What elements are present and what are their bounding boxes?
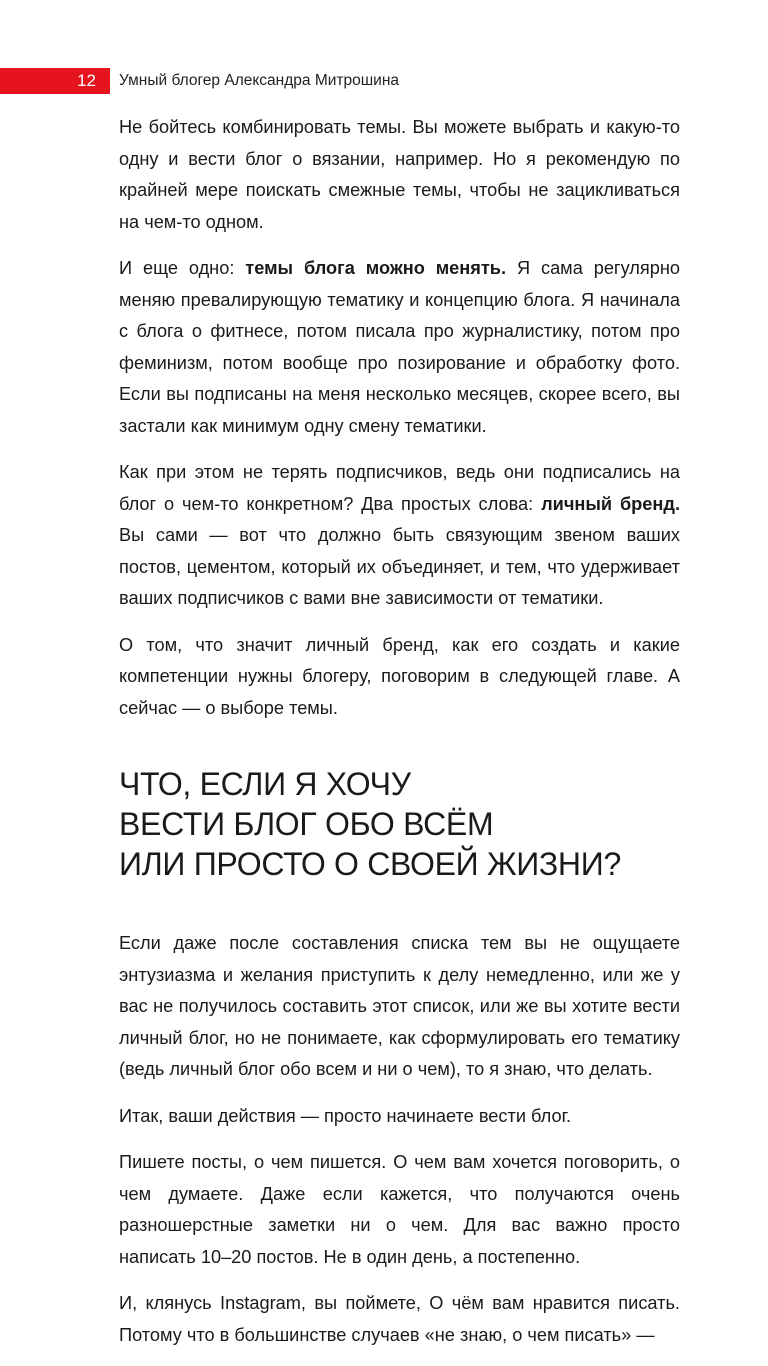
page-body xyxy=(119,112,680,1366)
paragraph-text: И еще одно: xyxy=(119,258,246,278)
page-header xyxy=(0,68,768,94)
emphasis-text: темы блога можно менять. xyxy=(245,258,507,278)
paragraph-text: Как при этом не терять подписчиков, ведь они подписались на блог о чем-то конкретном? Два простых слова: xyxy=(119,462,680,514)
paragraph: И, клянусь Instagram, вы поймете, О чём вам нравится писать. Потому что в большинстве случаев «не знаю, о чем писать» — xyxy=(119,1293,680,1345)
paragraph-text: Вы сами — вот что должно быть связующим звеном ваших постов, цементом, который их объединяет, и тем, что удерживает ваших подписчиков с вами вне зависимости от тематики. xyxy=(119,525,680,608)
paragraph: Итак, ваши действия — просто начинаете вести блог. xyxy=(119,1105,572,1126)
paragraph: Если даже после составления списка тем вы не ощущаете энтузиазма и желания приступить к делу немедленно, или же у вас не получилось составить этот список, или же вы хотите вести личный блог, но не понимаете, как сформулировать его тематику (ведь личный блог обо всем и ни о чем), то я знаю, что делать. xyxy=(119,933,680,1079)
paragraph-text: Я сама регулярно меняю превалирующую тематику и концепцию блога. Я начинала с блога о фитнесе, потом писала про журналистику, потом про феминизм, потом вообще про позирование и обработку фото. Если вы подписаны на меня несколько месяцев, скорее всего, вы застали как минимум одну смену тематики. xyxy=(119,258,680,436)
section-heading-line: ЧТО, ЕСЛИ Я ХОЧУ xyxy=(119,766,411,802)
paragraph: Не бойтесь комбинировать темы. Вы можете выбрать и какую-то одну и вести блог о вязании, например. Но я рекомендую по крайней мере поискать смежные темы, чтобы не зацикливаться на чем-то одном. xyxy=(119,117,680,232)
section-heading-line: ВЕСТИ БЛОГ ОБО ВСЁМ xyxy=(119,806,494,842)
paragraph xyxy=(119,253,680,442)
section-heading xyxy=(119,764,680,884)
emphasis-text: личный бренд. xyxy=(541,493,680,514)
page-number: 12 xyxy=(0,68,110,94)
paragraph xyxy=(119,457,680,615)
running-title: Умный блогер Александра Митрошина xyxy=(119,72,400,89)
paragraph: Пишете посты, о чем пишется. О чем вам хочется поговорить, о чем думаете. Даже если кажется, что получаются очень разношерстные заметки ни о чем. Для вас важно просто написать 10–20 постов. Не в один день, а постепенно. xyxy=(119,1152,680,1267)
section-heading-line: ИЛИ ПРОСТО О СВОЕЙ ЖИЗНИ? xyxy=(119,846,621,882)
paragraph: О том, что значит личный бренд, как его создать и какие компетенции нужны блогеру, поговорим в следующей главе. А сейчас — о выборе темы. xyxy=(119,634,680,718)
